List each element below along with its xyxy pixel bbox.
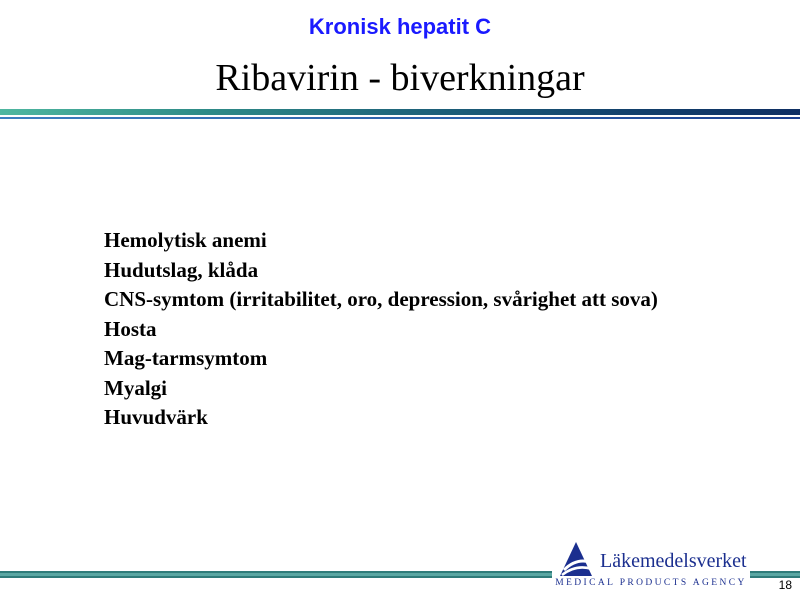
agency-logo — [552, 538, 750, 594]
header-kicker: Kronisk hepatit C — [308, 14, 492, 39]
list-item: Huvudvärk — [104, 405, 208, 429]
list-item: Mag-tarmsymtom — [104, 346, 268, 370]
list-item: Hosta — [104, 316, 157, 341]
list-item: CNS-symtom (irritabilitet, oro, depression, svårighet att sova) — [104, 287, 658, 311]
agency-logo-subtitle: MEDICAL PRODUCTS AGENCY — [555, 578, 747, 588]
header-divider-line — [0, 117, 800, 119]
list-item: Hudutslag, klåda — [104, 257, 259, 282]
page-number: 18 — [778, 578, 792, 592]
agency-logo-name: Läkemedelsverket — [600, 550, 747, 572]
slide-title: Ribavirin - biverkningar — [215, 57, 585, 99]
header-divider — [0, 109, 800, 121]
list-item: Hemolytisk anemi — [104, 228, 267, 252]
agency-logo-icon — [556, 540, 596, 580]
side-effects-list — [104, 226, 658, 433]
header-divider-band — [0, 109, 800, 115]
list-item: Myalgi — [104, 375, 167, 400]
